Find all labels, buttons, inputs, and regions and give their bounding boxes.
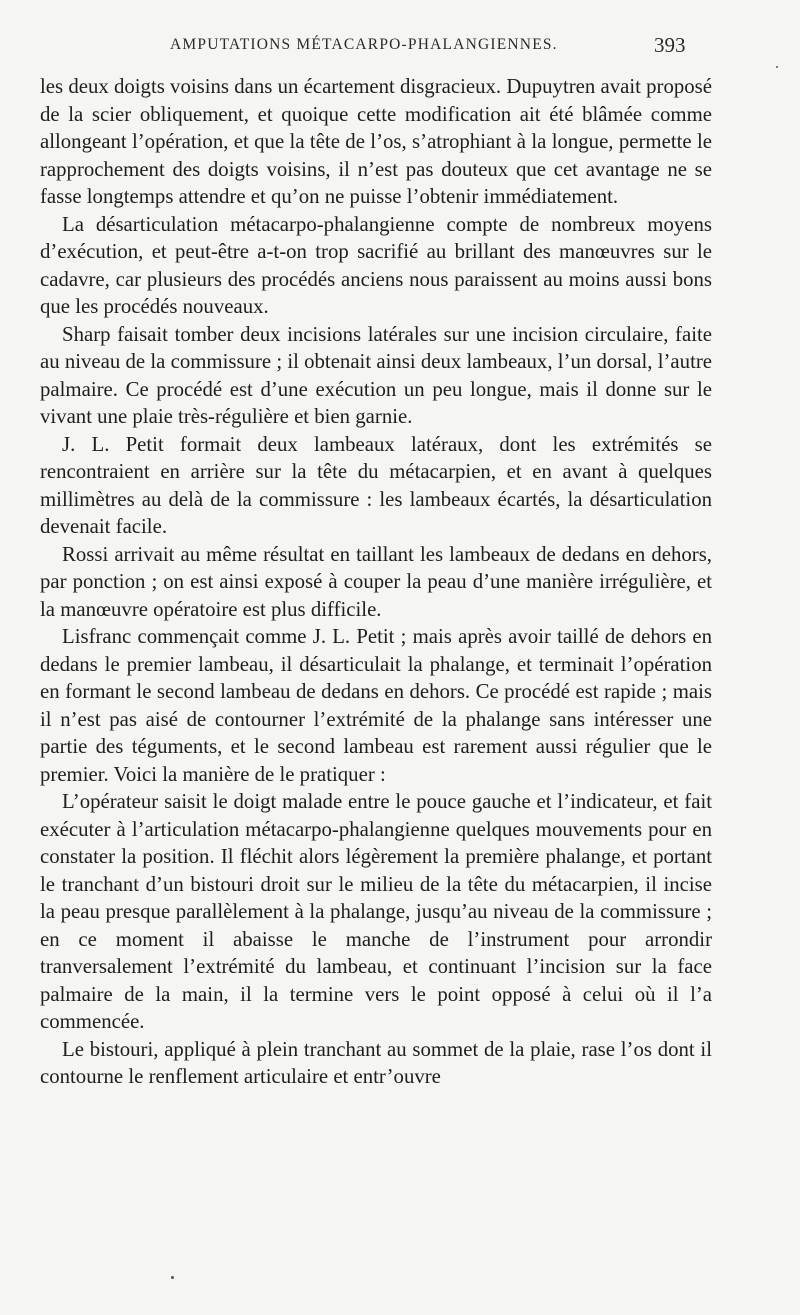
paragraph: J. L. Petit formait deux lambeaux latéraux, dont les extrémités se rencontraient en arrière sur la tête du métacarpien, et en avant à quelques millimètres au delà de la commissure : les lambeaux écartés, la désarticulation devenait facile.	[40, 432, 712, 538]
page-number: 393	[654, 33, 686, 57]
paragraph: Rossi arrivait au même résultat en taillant les lambeaux de dedans en dehors, par ponction ; on est ainsi exposé à couper la peau d’une manière irrégulière, et la manœuvre opératoire est plus difficile.	[40, 542, 712, 621]
running-title: AMPUTATIONS MÉTACARPO-PHALANGIENNES.	[170, 36, 558, 53]
paragraph: Sharp faisait tomber deux incisions latérales sur une incision circulaire, faite au niveau de la commissure ; il obtenait ainsi deux lambeaux, l’un dorsal, l’autre palmaire. Ce procédé est d’une exécution un peu longue, mais il donne sur le vivant une plaie très-régulière et bien garnie.	[40, 322, 712, 428]
running-header	[0, 33, 800, 60]
paragraph: Lisfranc commençait comme J. L. Petit ; mais après avoir taillé de dehors en dedans le premier lambeau, il désarticulait la phalange, et terminait l’opération en formant le second lambeau de dedans en dehors. Ce procédé est rapide ; mais il n’est pas aisé de contourner l’extrémité de la phalange sans intéresser une partie des téguments, et le second lambeau est rarement aussi régulier que le premier. Voici la manière de le pratiquer :	[40, 625, 712, 786]
paragraph: Le bistouri, appliqué à plein tranchant au sommet de la plaie, rase l’os dont il contourne le renflement articulaire et entr’ouvre	[40, 1037, 712, 1088]
paragraph: les deux doigts voisins dans un écartement disgracieux. Dupuytren avait proposé de la scier obliquement, et quoique cette modification ait été blâmée comme allongeant l’opération, et que la tête de l’os, s’atrophiant à la longue, permette le rapprochement des doigts voisins, il n’est pas douteux que cet avantage ne se fasse longtemps attendre et qu’on ne puisse l’obtenir immédiatement.	[40, 75, 712, 208]
paragraph: L’opérateur saisit le doigt malade entre le pouce gauche et l’indicateur, et fait exécuter à l’articulation métacarpo-phalangienne quelques mouvements pour en constater la position. Il fléchit alors légèrement la première phalange, et portant le tranchant d’un bistouri droit sur le milieu de la tête du métacarpien, il incise la peau presque parallèlement à la phalange, jusqu’au niveau de la commissure ; en ce moment il abaisse le manche de l’instrument pour arrondir tranversalement l’extrémité du lambeau, et continuant l’incision sur la face palmaire de la main, il la termine vers le point opposé à celui où il l’a commencée.	[40, 790, 712, 1033]
body-text	[40, 73, 712, 1091]
print-speck	[776, 66, 778, 68]
paragraph: La désarticulation métacarpo-phalangienne compte de nombreux moyens d’exécution, et peut-être a-t-on trop sacrifié au brillant des manœuvres sur le cadavre, car plusieurs des procédés anciens nous paraissent au moins aussi bons que les procédés nouveaux.	[40, 212, 712, 318]
print-speck	[171, 1276, 174, 1279]
